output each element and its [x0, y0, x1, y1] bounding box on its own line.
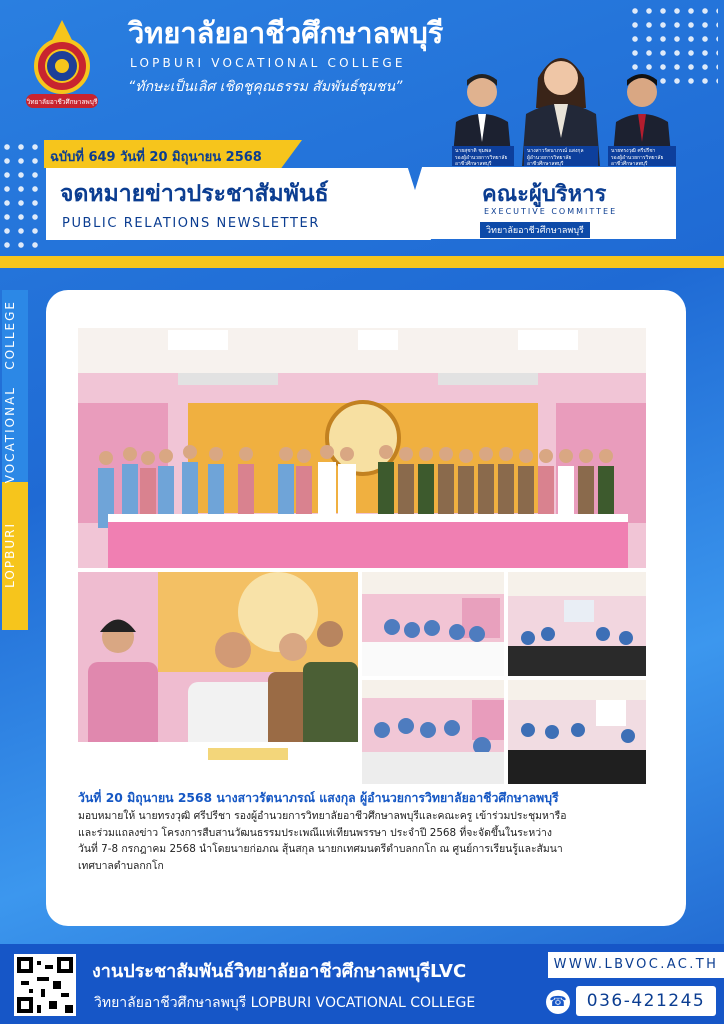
photo-meeting-room-1 [362, 572, 504, 676]
newsletter-title-thai: จดหมายข่าวประชาสัมพันธ์ [60, 181, 329, 207]
photo-meeting-room-2 [508, 572, 646, 676]
footer-college-name: วิทยาลัยอาชีวศึกษาลพบุรี LOPBURI VOCATIONAL COLLEGE [94, 995, 476, 1011]
executive-committee-title: คณะผู้บริหาร [482, 182, 607, 207]
phone-icon: ☎ [546, 990, 570, 1014]
gold-divider-bar [0, 256, 724, 268]
article-line: มอบหมายให้ นายทรงวุฒิ ศรีปรีชา รองผู้อำนวยการวิทยาลัยอาชีวศึกษาลพบุรีและคณะครู เข้าร่วมประชุมหารือ [78, 810, 567, 822]
sidebar-vertical-label [2, 290, 28, 630]
sidebar-college: COLLEGE [3, 300, 17, 370]
phone-number[interactable]: 036-421245 [576, 986, 716, 1016]
article-title: วันที่ 20 มิถุนายน 2568 นางสาวรัตนาภรณ์ แสงกุล ผู้อำนวยการวิทยาลัยอาชีวศึกษาลพบุรี [78, 791, 559, 805]
executive-caption-right: นายทรงวุฒิ ศรีปรีชา รองผู้อำนวยการวิทยาลัยอาชีวศึกษาลพบุรี [608, 146, 676, 166]
college-name-english: LOPBURI VOCATIONAL COLLEGE [130, 56, 406, 70]
svg-text:วิทยาลัยอาชีวศึกษาลพบุรี: วิทยาลัยอาชีวศึกษาลพบุรี [26, 98, 98, 106]
qr-code-icon[interactable] [14, 954, 76, 1016]
website-link[interactable]: WWW.LBVOC.AC.TH [548, 952, 724, 978]
college-name-thai: วิทยาลัยอาชีวศึกษาลพบุรี [128, 16, 444, 50]
photo-meeting-room-4 [508, 680, 646, 784]
photo-meeting-closeup [78, 572, 358, 784]
newsletter-title-english: PUBLIC RELATIONS NEWSLETTER [62, 216, 320, 231]
article-body [78, 808, 648, 874]
photo-meeting-room-3 [362, 680, 504, 784]
executive-caption-left: นายสุชาติ ชุมพล รองผู้อำนวยการวิทยาลัยอาชีวศึกษาลพบุรี [452, 146, 514, 166]
executive-photos [448, 20, 676, 166]
college-logo [22, 18, 102, 118]
college-motto: “ทักษะเป็นเลิศ เชิดชูคุณธรรม สัมพันธ์ชุมชน” [128, 79, 403, 95]
sidebar-lopburi: LOPBURI [3, 522, 17, 588]
article-line: เทศบาลตำบลกกโก [78, 859, 164, 872]
executive-committee-subtitle: วิทยาลัยอาชีวศึกษาลพบุรี [480, 222, 590, 238]
footer-pr-department: งานประชาสัมพันธ์วิทยาลัยอาชีวศึกษาลพบุรีLVC [92, 961, 467, 982]
dot-pattern-left [0, 140, 44, 250]
issue-number-date: ฉบับที่ 649 วันที่ 20 มิถุนายน 2568 [50, 150, 262, 165]
group-photo-main [78, 328, 646, 568]
article-line: วันที่ 7-8 กรกฎาคม 2568 นำโดยนายก่อภณ สุ้นสกุล นายกเทศมนตรีตำบลกกโก ณ ศูนย์การเรียนรู้และสัมนา [78, 843, 563, 855]
executive-caption-center: นางสาวรัตนาภรณ์ แสงกุล ผู้อำนวยการวิทยาลัยอาชีวศึกษาลพบุรี [524, 146, 598, 166]
executive-committee-english: EXECUTIVE COMMITTEE [484, 207, 618, 216]
sidebar-vocational: VOCATIONAL [3, 386, 17, 484]
article-line: และร่วมแถลงข่าว โครงการสืบสานวัฒนธรรมประเพณีแห่เทียนพรรษา ประจำปี 2568 ที่จะจัดขึ้นในระหว่าง [78, 826, 552, 839]
